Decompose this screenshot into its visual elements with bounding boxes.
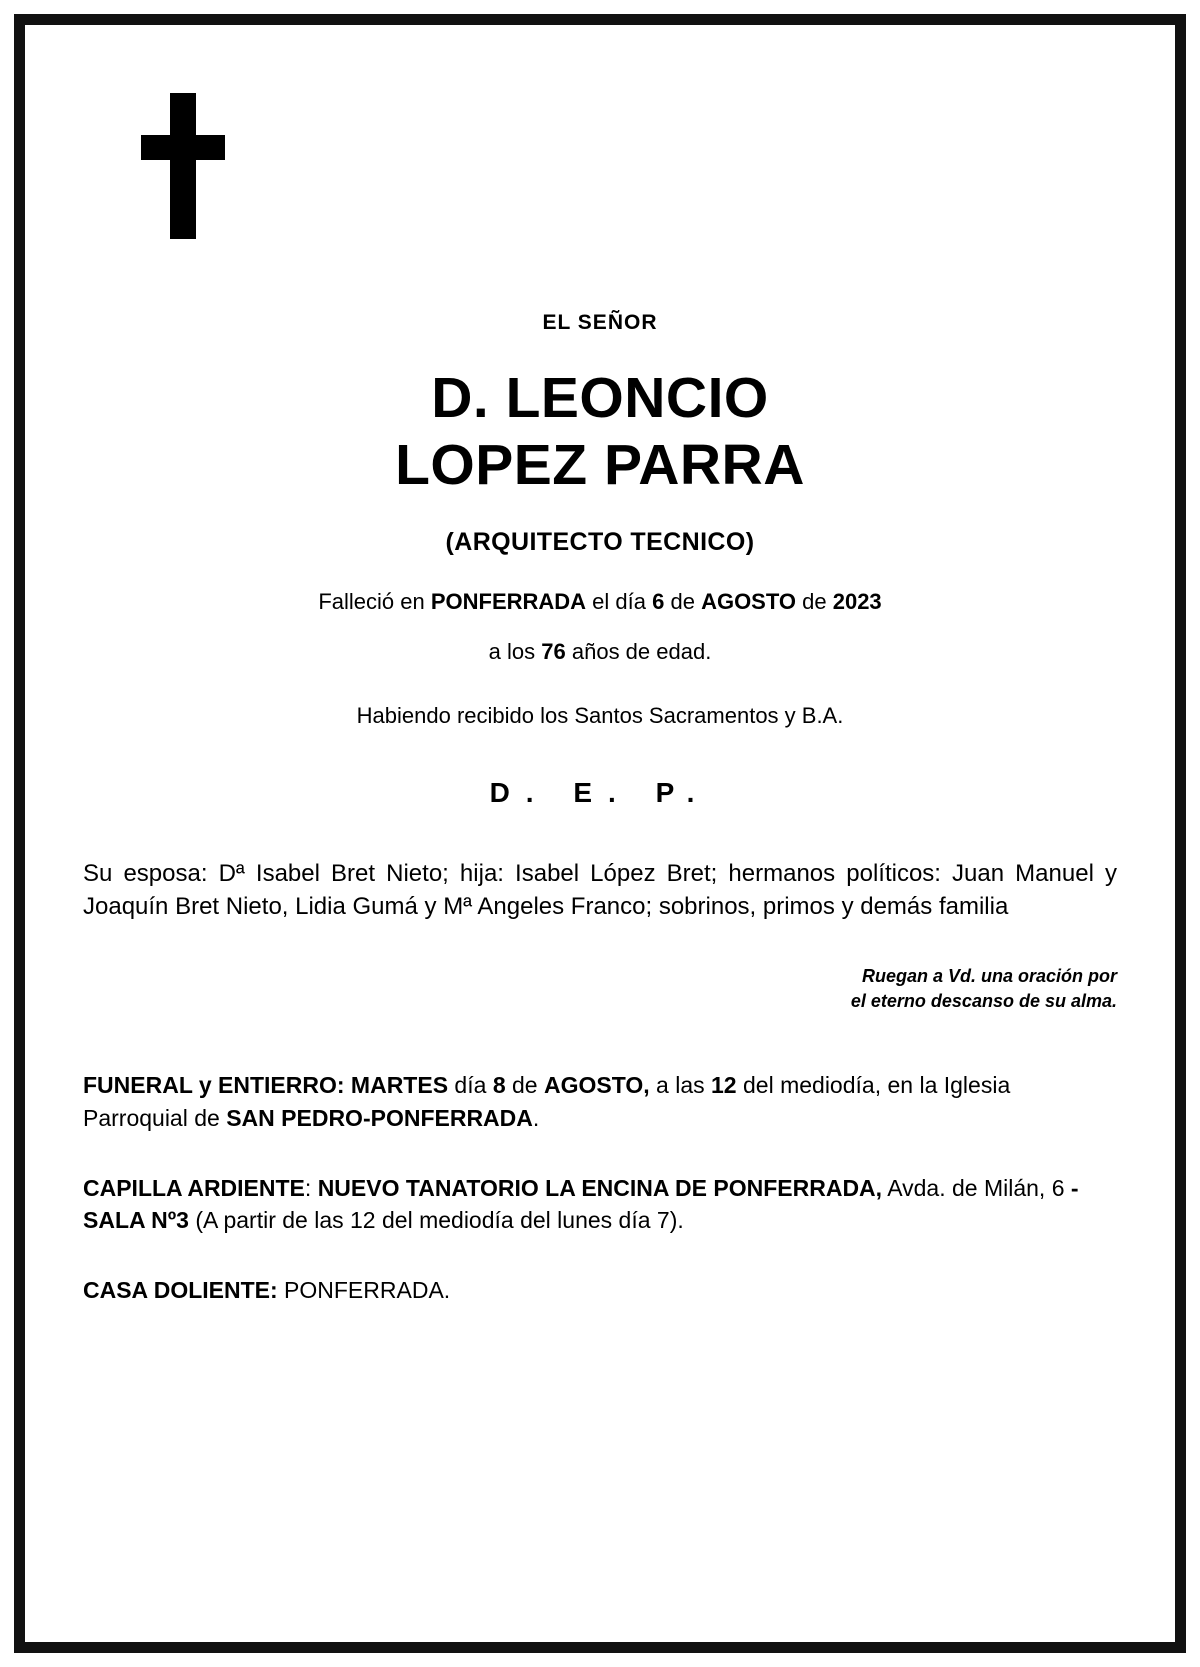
funeral-place-suffix: . (532, 1104, 540, 1131)
chapel-details (83, 1172, 1117, 1236)
prayer-request (83, 964, 1117, 1014)
prayer-line-1: Ruegan a Vd. una oración por (861, 965, 1117, 986)
funeral-time-suffix: del mediodía, (736, 1072, 882, 1099)
funeral-day-prefix: día (448, 1072, 493, 1099)
died-of: de (664, 588, 702, 614)
deceased-name-line-1: D. LEONCIO (431, 366, 769, 430)
age-line (83, 639, 1117, 665)
deceased-name-line-2: LOPEZ PARRA (395, 433, 805, 498)
died-year-prefix: de (796, 588, 833, 614)
age-value: 76 (541, 638, 566, 664)
died-mid: el día (586, 588, 653, 614)
prayer-line-2: el eterno descanso de su alma. (850, 990, 1117, 1011)
sacraments-line: Habiendo recibido los Santos Sacramentos y B.A. (356, 702, 844, 728)
chapel-label-suffix: : (304, 1174, 318, 1201)
funeral-label: FUNERAL y ENTIERRO: MARTES (83, 1072, 449, 1099)
funeral-month: AGOSTO, (543, 1072, 650, 1099)
death-month: AGOSTO (701, 588, 797, 614)
funeral-of: de (505, 1072, 544, 1099)
funeral-place-prefix: en la Iglesia Parroquial de (83, 1072, 1011, 1131)
cross-vertical-bar (170, 93, 196, 239)
death-details-line (83, 589, 1117, 615)
funeral-place: SAN PEDRO-PONFERRADA (226, 1104, 533, 1131)
family-survivors-paragraph: Su esposa: Dª Isabel Bret Nieto; hija: Isabel López Bret; hermanos políticos: Juan Manuel y Joaquín Bret Nieto, Lidia Gumá y Mª Angeles Franco; sobrinos, primos y demás familia (83, 859, 1117, 921)
funeral-details (83, 1069, 1117, 1133)
funeral-time-prefix: a las (649, 1072, 712, 1099)
mourning-house-label: CASA DOLIENTE: (83, 1277, 278, 1304)
chapel-address: Avda. de Milán, 6 (887, 1174, 1071, 1201)
funeral-day: 8 (492, 1072, 506, 1099)
death-place: PONFERRADA (430, 588, 587, 614)
chapel-note: (A partir de las 12 del mediodía del lunes día 7). (188, 1206, 684, 1233)
funeral-time: 12 (711, 1072, 737, 1099)
cross-horizontal-bar (141, 135, 225, 160)
age-prefix: a los (488, 638, 542, 664)
deceased-name (83, 365, 1117, 500)
death-year: 2023 (832, 588, 882, 614)
cross-icon (137, 93, 227, 243)
page-border-frame (14, 14, 1186, 1653)
age-suffix: años de edad. (565, 638, 712, 664)
chapel-venue: NUEVO TANATORIO LA ENCINA DE PONFERRADA, (317, 1174, 883, 1201)
chapel-room: - SALA Nº3 (83, 1174, 1079, 1233)
died-prefix: Falleció en (318, 588, 431, 614)
deceased-profession: (ARQUITECTO TECNICO) (445, 527, 755, 556)
mourning-house-value: PONFERRADA. (277, 1277, 451, 1304)
dep-abbreviation: D. E. P. (489, 776, 711, 808)
death-day: 6 (652, 588, 665, 614)
esquela-content (25, 25, 1175, 1642)
honorific-label: EL SEÑOR (542, 311, 658, 334)
mourning-house-details (83, 1274, 1117, 1306)
chapel-label: CAPILLA ARDIENTE (83, 1174, 305, 1201)
